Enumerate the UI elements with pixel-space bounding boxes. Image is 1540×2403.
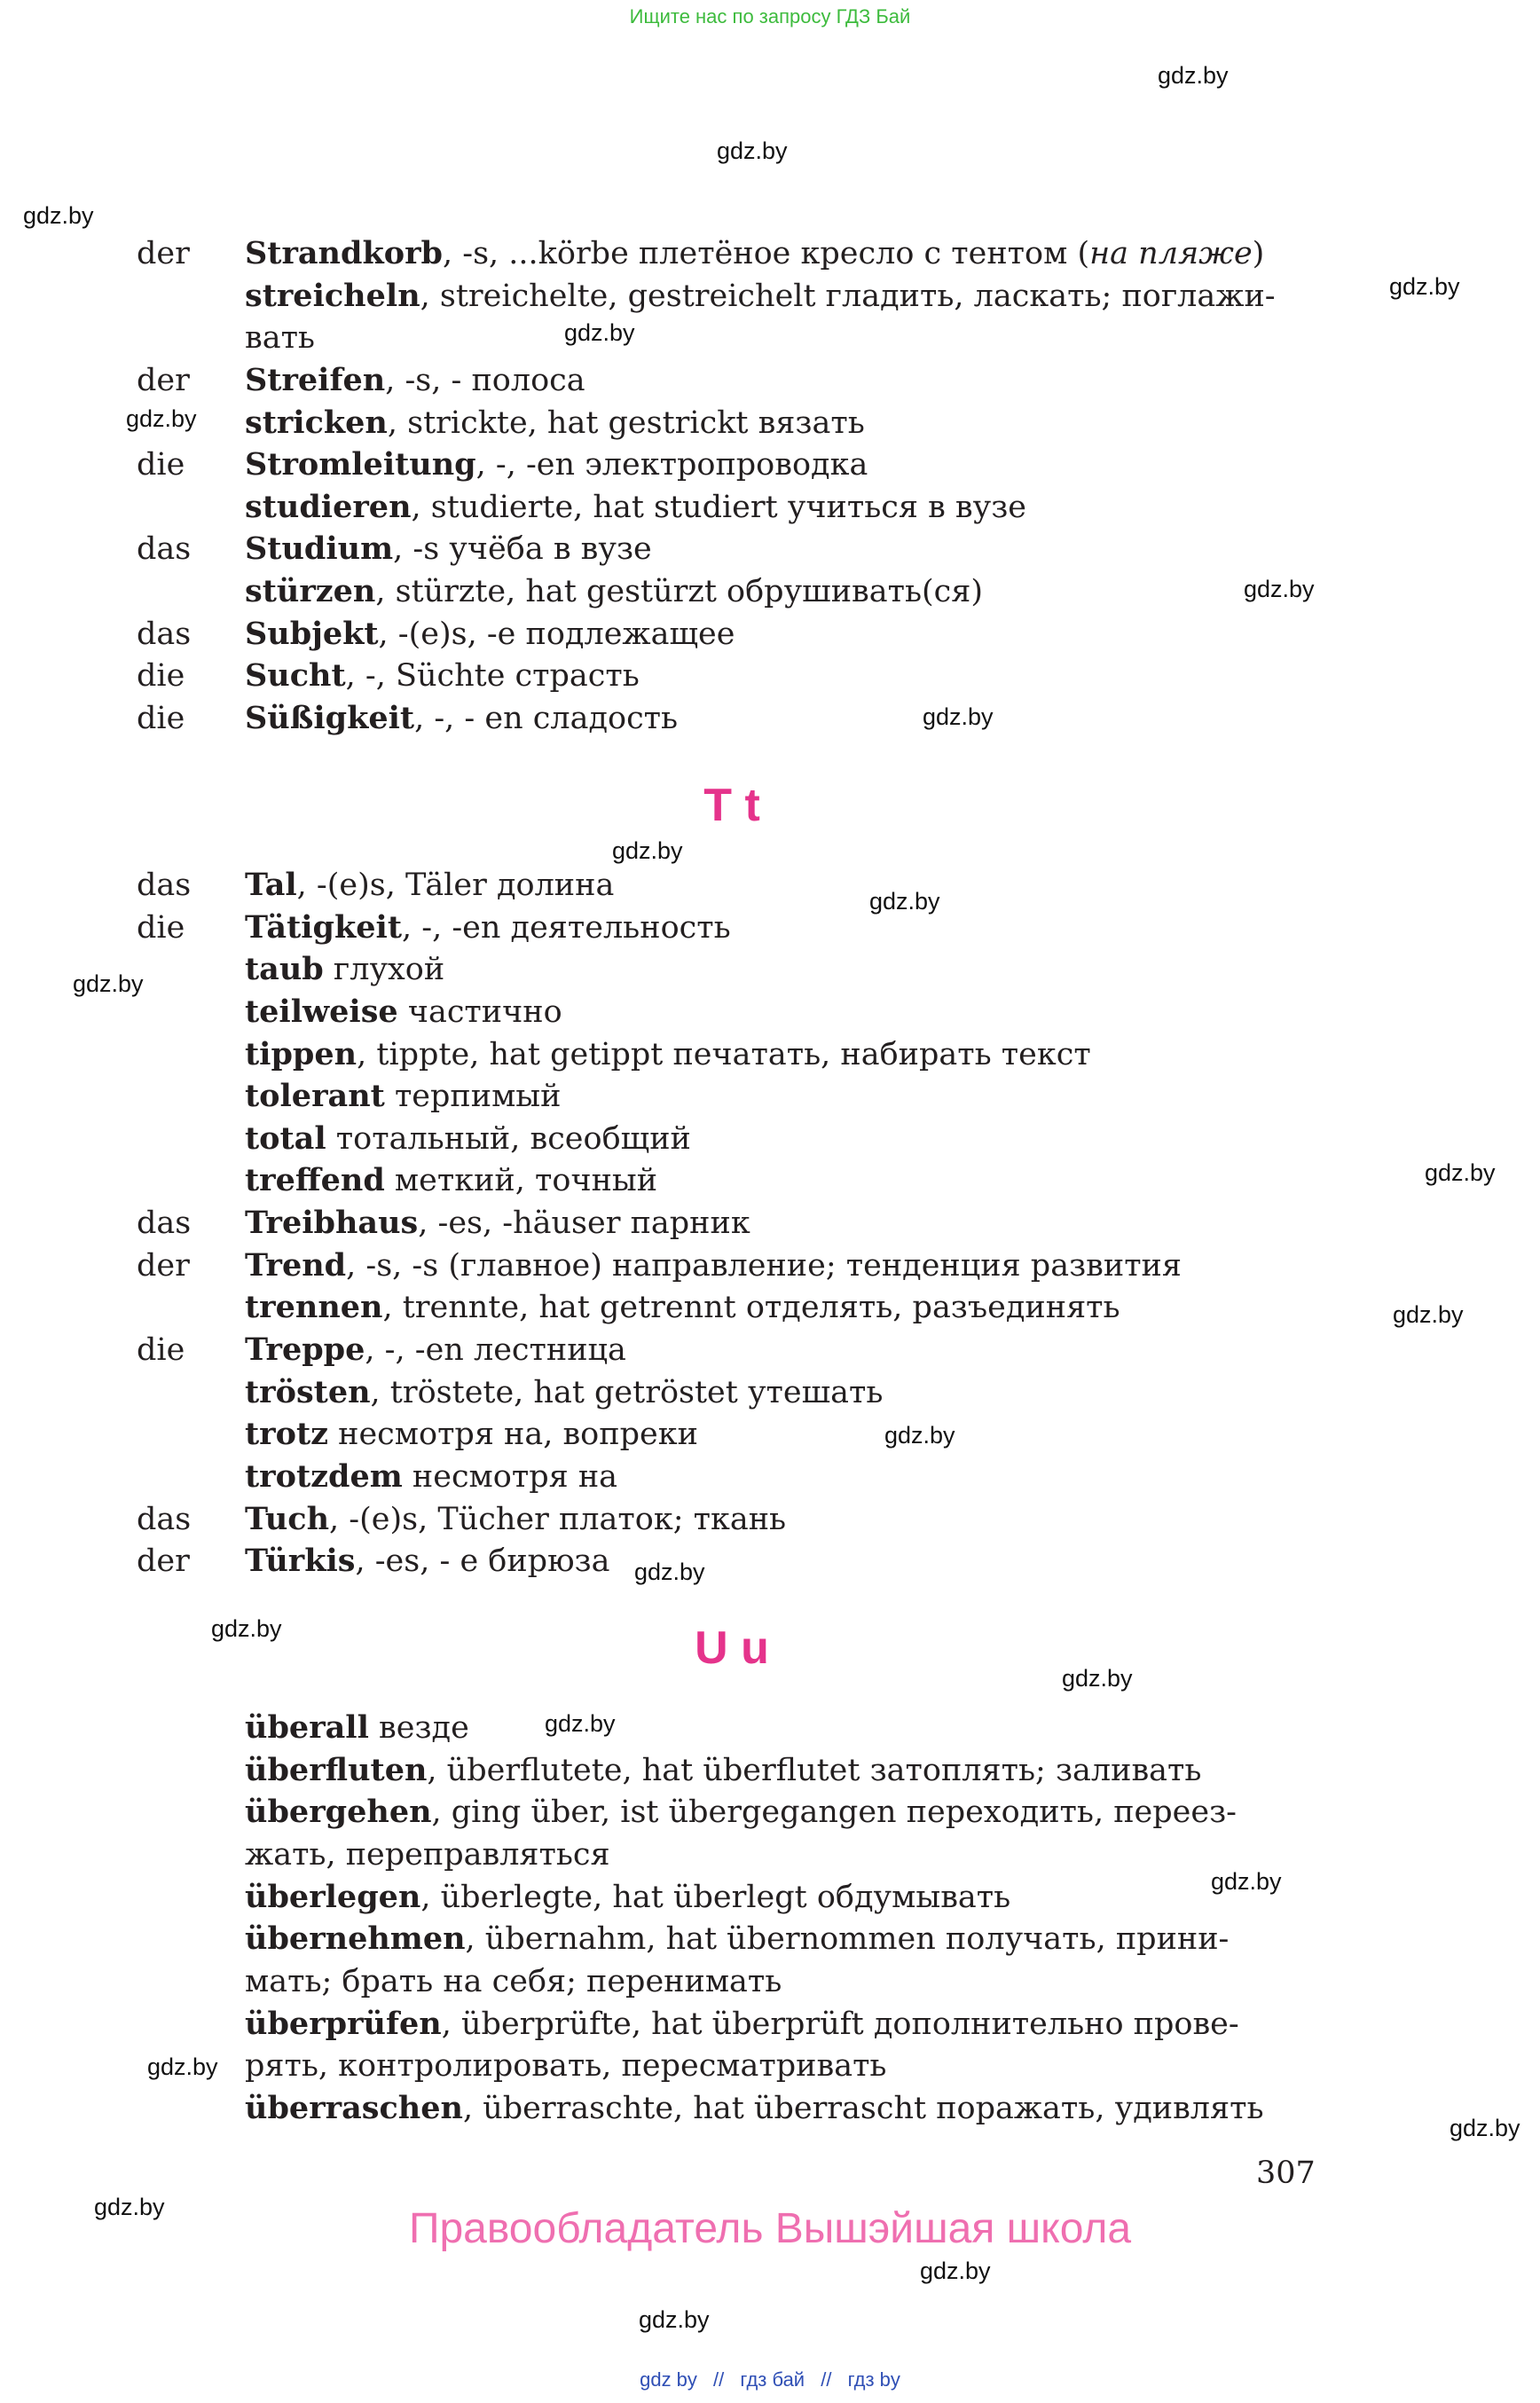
entry-headword: tolerant [245, 1078, 385, 1114]
entry-headword: Subjekt [245, 616, 379, 652]
entry-translation: рять, контролировать, пересматривать [245, 2048, 887, 2084]
watermark: gdz.by [1244, 576, 1315, 602]
bottom-links [0, 2368, 1540, 2391]
link-gdz-by-ru[interactable]: гдз by [847, 2368, 900, 2391]
entry-translation: , studierte, hat studiert учиться в вузе [411, 490, 1027, 525]
entry-headword: übergehen [245, 1794, 432, 1830]
entry-article: die [137, 910, 185, 946]
entry-headword: Treibhaus [245, 1205, 419, 1241]
entry-translation: , -(e)s, Tücher платок; ткань [329, 1502, 787, 1537]
watermark: gdz.by [639, 2306, 710, 2333]
entry-translation: вать [245, 320, 315, 356]
entry-headword: übernehmen [245, 1920, 466, 1957]
watermark: gdz.by [1062, 1665, 1133, 1692]
entry-translation: , übernahm, hat übernommen получать, прини- [465, 1921, 1230, 1957]
entry-headword: streicheln [245, 278, 420, 314]
entry-headword: Trend [245, 1247, 347, 1284]
entry-translation: , -(e)s, -e подлежащее [378, 616, 735, 652]
entry-translation: мать; брать на себя; перенимать [245, 1964, 782, 1999]
watermark: gdz.by [23, 202, 94, 229]
entry-translation: несмотря на [402, 1459, 618, 1495]
entry-headword: tippen [245, 1036, 358, 1072]
link-separator: // [713, 2368, 725, 2391]
watermark: gdz.by [920, 2258, 991, 2284]
top-banner: Ищите нас по запросу ГДЗ Бай [629, 5, 911, 27]
watermark: gdz.by [1393, 1301, 1464, 1328]
watermark: gdz.by [1425, 1159, 1496, 1186]
entry-headword: Türkis [245, 1543, 356, 1579]
link-gdz-by[interactable]: gdz by [640, 2368, 697, 2391]
entry-headword: Süßigkeit [245, 700, 415, 736]
entry-translation: терпимый [384, 1079, 562, 1114]
entry-headword: überraschen [245, 2090, 463, 2126]
entry-headword: studieren [245, 489, 412, 525]
entry-translation: , strickte, hat gestrickt вязать [387, 405, 865, 441]
entry-headword: überlegen [245, 1879, 421, 1915]
entry-headword: Streifen [245, 362, 386, 398]
entry-translation: , überprüfte, hat überprüft дополнительно прове- [441, 2006, 1239, 2042]
entry-headword: teilweise [245, 993, 398, 1030]
entry-headword: trösten [245, 1374, 371, 1410]
entry-article: das [137, 1205, 192, 1241]
watermark: gdz.by [923, 703, 994, 730]
entry-headword: stricken [245, 404, 388, 441]
watermark: gdz.by [612, 837, 683, 864]
entry-headword: überall [245, 1709, 369, 1746]
entry-article: der [137, 1543, 190, 1579]
entry-headword: Sucht [245, 657, 346, 694]
entry-translation: , -(e)s, Täler долина [296, 868, 615, 903]
watermark: gdz.by [869, 888, 940, 915]
watermark: gdz.by [634, 1559, 705, 1585]
watermark: gdz.by [94, 2194, 165, 2220]
entry-article: das [137, 531, 192, 567]
section-heading-t: T t [703, 780, 760, 831]
watermark: gdz.by [1211, 1868, 1282, 1895]
entry-headword: trotz [245, 1416, 328, 1452]
entry-translation: , -s, ...körbe плетёное кресло с тентом ( [443, 236, 1090, 271]
entry-headword: Tuch [245, 1501, 330, 1537]
entry-translation: , -s, -s (главное) направление; тенденция развития [346, 1248, 1182, 1284]
entry-translation: , -es, - е бирюза [355, 1543, 610, 1579]
watermark: gdz.by [1389, 273, 1460, 300]
entry-headword: trennen [245, 1289, 383, 1325]
entry-headword: trotzdem [245, 1458, 403, 1495]
watermark: gdz.by [1158, 62, 1229, 89]
watermark: gdz.by [545, 1710, 616, 1737]
entry-headword: Strandkorb [245, 235, 443, 271]
entry-translation: , überlegte, hat überlegt обдумывать [420, 1880, 1011, 1915]
entry-article: die [137, 1332, 185, 1368]
page-number: 307 [1256, 2156, 1316, 2191]
watermark: gdz.by [1450, 2115, 1520, 2141]
entry-headword: taub [245, 951, 324, 987]
entry-article: der [137, 363, 190, 398]
entry-article: der [137, 1248, 190, 1284]
entry-translation: , tippte, hat getippt печатать, набирать текст [357, 1037, 1091, 1072]
link-separator: // [821, 2368, 832, 2391]
entry-translation: , trennte, hat getrennt отделять, разъединять [382, 1290, 1120, 1325]
watermark: gdz.by [211, 1615, 282, 1642]
entry-headword: Tal [245, 867, 297, 903]
entry-article: das [137, 1502, 192, 1537]
entry-translation: несмотря на, вопреки [328, 1417, 698, 1452]
entry-article: die [137, 658, 185, 694]
watermark: gdz.by [73, 970, 144, 997]
entry-article: das [137, 616, 192, 652]
watermark: gdz.by [884, 1422, 955, 1449]
entry-headword: stürzen [245, 573, 376, 609]
entry-translation: меткий, точный [384, 1163, 658, 1198]
entry-article: der [137, 236, 190, 271]
entry-translation: , überflutete, hat überflutet затоплять; заливать [427, 1753, 1202, 1788]
entry-headword: Tätigkeit [245, 909, 402, 946]
entry-translation: везде [368, 1710, 469, 1746]
entry-translation: жать, переправляться [245, 1837, 610, 1873]
entry-translation: , ging über, ist übergegangen переходить, переез- [431, 1794, 1238, 1830]
entry-translation: , überraschte, hat überrascht поражать, удивлять [462, 2091, 1264, 2126]
watermark: gdz.by [564, 319, 635, 346]
entry-translation: , -, -en деятельность [402, 910, 731, 946]
entry-translation: , -, -en электропроводка [475, 447, 868, 483]
copyright-notice: Правообладатель Вышэйшая школа [408, 2205, 1132, 2252]
entry-headword: total [245, 1120, 326, 1157]
entry-translation: глухой [323, 952, 445, 987]
entry-headword: überfluten [245, 1752, 428, 1788]
watermark: gdz.by [717, 137, 788, 164]
entry-article: die [137, 701, 185, 736]
section-heading-u: U u [695, 1622, 769, 1674]
entry-article: die [137, 447, 185, 483]
entry-translation: , -es, -häuser парник [418, 1205, 750, 1241]
entry-headword: Studium [245, 530, 394, 567]
entry-headword: überprüfen [245, 2006, 442, 2042]
entry-note: на пляже [1089, 236, 1253, 271]
entry-headword: Stromleitung [245, 446, 476, 483]
watermark: gdz.by [147, 2054, 218, 2080]
entry-translation: , streichelte, gestreichelt гладить, ласкать; поглажи- [420, 279, 1276, 314]
watermark: gdz.by [126, 405, 197, 432]
entry-translation: , -s учёба в вузе [393, 531, 652, 567]
entry-headword: Treppe [245, 1331, 365, 1368]
entry-translation: , -, -en лестница [365, 1332, 626, 1368]
entry-translation: , tröstete, hat getröstet утешать [370, 1375, 884, 1410]
entry-translation: , -s, - полоса [385, 363, 585, 398]
entry-translation: , stürzte, hat gestürzt обрушивать(ся) [375, 574, 984, 609]
entry-translation: , -, - en сладость [414, 701, 679, 736]
entry-tail: ) [1252, 236, 1265, 271]
entry-article: das [137, 868, 192, 903]
entry-translation: частично [397, 994, 562, 1030]
entry-headword: treffend [245, 1162, 385, 1198]
entry-translation: , -, Süchte страсть [345, 658, 640, 694]
entry-translation: тотальный, всеобщий [326, 1121, 691, 1157]
link-gdz-bai[interactable]: гдз бай [740, 2368, 805, 2391]
